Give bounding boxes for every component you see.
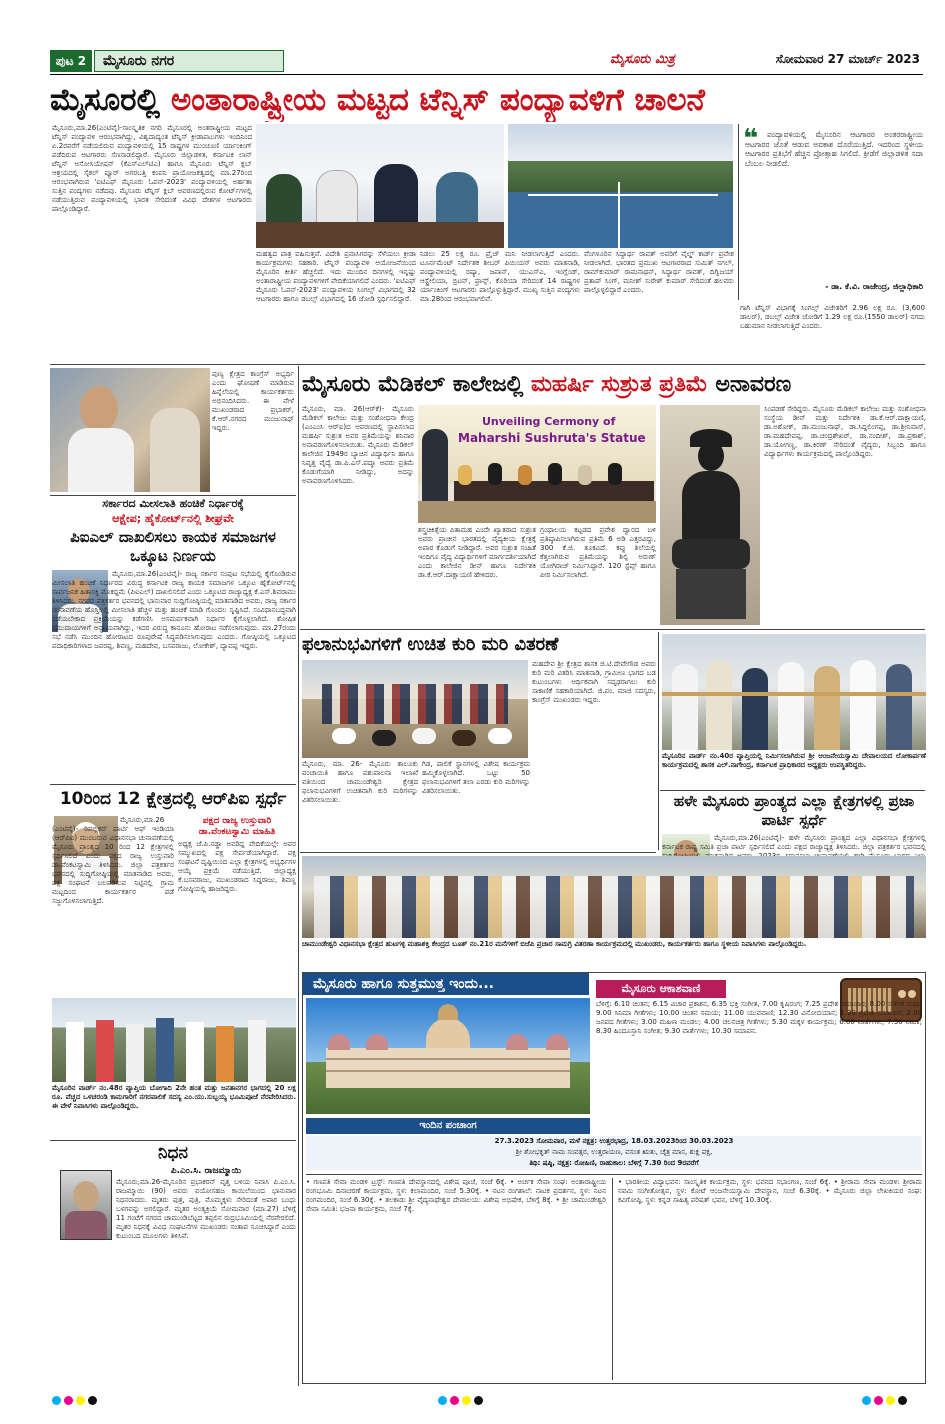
sushruta-col-4: ಸಿಂಪಡಣೆ ಸೇರಿದ್ದರು. ಮೈಸೂರು ಮೆಡಿಕಲ್ ಕಾಲೇಜು ಮತ್ತು ಸಂಶೋಧನಾ ಸಂಸ್ಥೆಯ ಡೀನ್ ಮತ್ತು ನಿರ್ದೇಶಕಿ ಡಾ.ಕೆ.ಆರ್.ದಾಕ್ಷಾಯಣಿ, ಡಾ.ಅಶೋಕ್, ಡಾ.ಮಂಜುನಾಥ್, ಡಾ.ಸಿದ್ದಲಿಂಗಪ್ಪ, ಡಾ.ಶ್ರೀನಿವಾಸ್, ಡಾ.ಮಹದೇವಪ್ಪ, ಡಾ.ಚಂದ್ರಶೇಖರ್, ಡಾ.ನಂದೀಶ್, ಡಾ.ಪ್ರಕಾಶ್, ಡಾ.ಯೋಗಣ್ಣ, ಡಾ.ಕಿರಣ್ ಸೇರಿದಂತೆ ವೈದ್ಯರು, ಸಿಬ್ಬಂದಿ ಹಾಗೂ ವಿದ್ಯಾರ್ಥಿಗಳು ಕಾರ್ಯಕ್ರಮದಲ್ಲಿ ಪಾಲ್ಗೊಂಡಿದ್ದರು. bbox=[764, 405, 926, 458]
rule bbox=[50, 364, 925, 365]
paper-name: ಮೈಸೂರು ಮಿತ್ರ bbox=[610, 52, 675, 67]
sushruta-headline-b: ಮಹರ್ಷಿ ಸುಶ್ರುತ ಪ್ರತಿಮೆ bbox=[530, 372, 708, 397]
tennis-headline-b: ಅಂತಾರಾಷ್ಟ್ರೀಯ ಮಟ್ಟದ ಟೆನ್ನಿಸ್ ಪಂದ್ಯಾವಳಿಗೆ ಚಾಲನೆ bbox=[170, 82, 706, 118]
rule bbox=[50, 784, 296, 785]
caption-inauguration: ಮೈಸೂರಿನ ವಾರ್ಡ್ ನಂ.40ರ ವ್ಯಾಪ್ತಿಯಲ್ಲಿ ನಿರ್ಮಿಸಲಾಗಿರುವ ಶ್ರೀ ಆಂಜನೇಯಸ್ವಾಮಿ ದೇವಾಲಯದ ಲೋಕಾರ್ಪಣೆ ಕಾರ್ಯಕ್ರಮದಲ್ಲಿ ಶಾಸಕ ಎಲ್.ನಾಗೇಂದ್ರ, ಕರ್ನಾಟಕ ಪ್ರಾಧಿಕಾರದ ಅಧ್ಯಕ್ಷರು ಉಪಸ್ಥಿತರಿದ್ದರು. bbox=[662, 752, 926, 769]
registration-dot bbox=[874, 1396, 883, 1405]
obituary-photo bbox=[60, 1170, 112, 1240]
caption-group: ಚಾಮುಂಡೇಶ್ವರಿ ವಿಧಾನಸಭಾ ಕ್ಷೇತ್ರದ ಹುಟಗಳ್ಳಿ ಮಹಾಶಕ್ತಿ ಕೇಂದ್ರದ ಬೂತ್ ನಂ.21ರ ಮನೆಗಳಿಗೆ ಬಿಜೆಪಿ ಪ್ರಚಾರ ಸಾಮಗ್ರಿ ವಿತರಣಾ ಕಾರ್ಯಕ್ರಮದಲ್ಲಿ ಮುಖಂಡರು, ಕಾರ್ಯಕರ್ತರು ಹಾಗೂ ಸ್ಥಳೀಯ ನಿವಾಸಿಗಳು ಪಾಲ್ಗೊಂಡಿದ್ದರು. bbox=[302, 940, 807, 948]
tennis-col-4: ವೆಂಗಳೂರಿನ ಸಿದ್ಧಾರ್ಥ ರಾವತ್ ಅವರಿಗೆ ವೈಲ್ಡ್ ಕಾರ್ಡ್ ಪ್ರವೇಶ ನೀಡಲಾಗಿದೆ. ಭಾರತದ ಪ್ರಮುಖ ಆಟಗಾರರಾದ ಸುಮಿತ್ ನಗಲ್, ರಾಮ್‌ಕುಮಾರ್ ರಾಮನಾಥನ್, ಸಿದ್ಧಾರ್ಥ ರಾವತ್, ದಿಗ್ವಿಜಯ್ ಪ್ರತಾಪ್ ಸಿಂಗ್, ಮನೀಶ್ ಸುರೇಶ್ ಕುಮಾರ್ ಸೇರಿದಂತೆ ಹಲವರು ಪಾಲ್ಗೊಳ್ಳಲಿದ್ದಾರೆ ಎಂದರು. bbox=[584, 250, 734, 294]
fruit-col-2: ಗಿಡ, ಪಾಲಿಕೆ ಸ್ಥಾನಗಳಲ್ಲಿ ವಿಶೇಷ ಕಾರ್ಯಕ್ರಮ ಹಮ್ಮಿಕೊಳ್ಳಲಾಗಿದೆ. ಒಟ್ಟು 50 ಫಲಾನುಭವಿಗಳಿಗೆ ತಲಾ ಎರಡು ಕುರಿ ಮರಿಗಳನ್ನು ವಿತರಿಸಲಾಯಿತು. bbox=[422, 760, 530, 795]
sushruta-col-1: ಮೈಸೂರು, ಮಾ. 26(ಆರ್‌ಕೆ)- ಮೈಸೂರು ಮೆಡಿಕಲ್ ಕಾಲೇಜು ಮತ್ತು ಸಂಶೋಧನಾ ಕೇಂದ್ರ (ಎಂಎಂಸಿ ಆರ್‌ಐ)ದ ಆವರಣದಲ್ಲಿ ಸ್ಥಾಪಿಸಲಾದ ಮಹರ್ಷಿ ಸುಶ್ರುತ ಅವರ ಪ್ರತಿಮೆಯನ್ನು ಶನಿವಾರ ಅನಾವರಣಗೊಳಿಸಲಾಯಿತು. ಮೈಸೂರು ಮೆಡಿಕಲ್ ಕಾಲೇಜಿನ 1949ರ ಬ್ಯಾಚಿನ ವಿದ್ಯಾರ್ಥಿನಿ ಹಾಗೂ ನಿವೃತ್ತ ವೈದ್ಯೆ ಡಾ.ಪಿ.ಎಸ್.ಪದ್ಮಾ ಅವರು ಪ್ರತಿಮೆ ಕೊಡುಗೆಯಾಗಿ ನೀಡಿದ್ದು, ಅದನ್ನು ಅನಾವರಣಗೊಳಿಸಿದರು. bbox=[302, 405, 414, 485]
tennis-quote-by: - ಡಾ. ಕೆ.ವಿ. ರಾಜೇಂದ್ರ, ಜಿಲ್ಲಾಧಿಕಾರಿ bbox=[825, 282, 923, 291]
tennis-quote: ಪಂದ್ಯಾವಳಿಯಲ್ಲಿ ಮೈಸೂರಿನ ಆಟಗಾರರ ಅಂತರರಾಷ್ಟ್ರೀಯ ಆಟಗಾರರ ಜೊತೆ ಆಡುವ ಅವಕಾಶ ದೊರೆಯುತ್ತಿದೆ. ಇದರಿಂದ ಸ್ಥಳೀಯ ಆಟಗಾರರ ಪ್ರತಿಭೆಗೆ ಹೆಚ್ಚಿನ ಪ್ರೋತ್ಸಾಹ ಸಿಗಲಿದೆ. ಕ್ರೀಡೆಗೆ ಜಿಲ್ಲಾಡಳಿತ ಸದಾ ಬೆಂಬಲ ನೀಡಲಿದೆ. bbox=[745, 130, 923, 168]
rule bbox=[300, 629, 925, 630]
registration-dot bbox=[450, 1396, 459, 1405]
registration-dot bbox=[898, 1396, 907, 1405]
tennis-tail: ಗಾಗಿ ಟೆನ್ನಿಸ್ ವಿಭಾಗಕ್ಕೆ ಸಿಂಗಲ್ಸ್ ವಿಜೇತರಿಗೆ 2.96 ಲಕ್ಷ ರೂ. (3,600 ಡಾಲರ್), ಡಬಲ್ಸ್ ವಿಜೇತ ಜೋಡಿಗೆ 1.29 ಲಕ್ಷ ರೂ.(1550 ಡಾಲರ್) ನಗದು ಬಹುಮಾನ ನೀಡಲಾಗುತ್ತಿದೆ ಎಂದರು. bbox=[740, 304, 925, 330]
banner-line-1: Unveiling Cermony of bbox=[482, 415, 616, 428]
rule bbox=[50, 1140, 296, 1141]
praja-body: ಮೈಸೂರು,ಮಾ.26(ಎಂಟಿವೈ)- ಹಳೇ ಮೈಸೂರು ಪ್ರಾಂತ್ಯದ ಎಲ್ಲಾ ವಿಧಾನಸಭಾ ಕ್ಷೇತ್ರಗಳಲ್ಲಿ ಕರ್ನಾಟಕ ರಾಷ್ಟ್ರ ಸಮಿತಿ ಪ್ರಜಾ ಪಾರ್ಟಿ ಸ್ಪರ್ಧಿಸಲಿದೆ ಎಂದು ಪಕ್ಷದ ರಾಜ್ಯಾಧ್ಯಕ್ಷ ತಿಳಿಸಿದರು. ಜಿಲ್ಲಾ ಪತ್ರಕರ್ತರ ಭವನದಲ್ಲಿ bbox=[662, 834, 926, 851]
rpi-subhead: ಪಕ್ಷದ ರಾಜ್ಯ ಉಸ್ತುವಾರಿ ಡಾ.ವೆಂಕಟಸ್ವಾಮಿ ಮಾಹಿತಿ bbox=[198, 816, 276, 837]
obituary-title: ನಿಧನ bbox=[158, 1143, 188, 1163]
group-photo bbox=[302, 856, 926, 938]
sushruta-col-2: ಶಸ್ತ್ರಚಿಕಿತ್ಸೆಯ ಪಿತಾಮಹ ಎಂದೇ ಖ್ಯಾತರಾದ ಸುಶ್ರುತ ಅವರು ಪ್ರಾಚೀನ ಭಾರತದಲ್ಲಿ ವೈದ್ಯಕೀಯ ಕ್ಷೇತ್ರಕ್ಕೆ ಅಪಾರ ಕೊಡುಗೆ ನೀಡಿದ್ದಾರೆ. ಅವರ ಸುಶ್ರುತ ಸಂಹಿತೆ ಇಂದಿಗೂ ವೈದ್ಯ ವಿದ್ಯಾರ್ಥಿಗಳಿಗೆ ಮಾರ್ಗದರ್ಶಿಯಾಗಿದೆ ಎಂದು ಕಾಲೇಜಿನ ಡೀನ್ ಹಾಗೂ ನಿರ್ದೇಶಕಿ ಡಾ.ಕೆ.ಆರ್.ದಾಕ್ಷಾಯಣಿ ಹೇಳಿದರು. bbox=[418, 526, 536, 579]
caption-congress: ಪುಣ್ಯ ಕ್ಷೇತ್ರದ ಕಾಂಗ್ರೆಸ್ ಅಭ್ಯರ್ಥಿ ಎಂದು ಘೋಷಣೆ ಮಾಡಿರುವ ಹಿನ್ನೆಲೆಯಲ್ಲಿ ಕಾರ್ಯಕರ್ತರು ಅಭಿನಂದಿಸಿದರು. ಈ ವೇಳೆ ಮುಖಂಡರಾದ ಪ್ರಭಾಕರ್, ಕೆ.ಆರ್.ನಗರದ ಮಂಜುನಾಥ್ ಇದ್ದರು. bbox=[212, 370, 294, 432]
panchanga-line-1: 27.3.2023 ಸೋಮವಾರ, ಮಳೆ ನಕ್ಷತ್ರ: ಉತ್ತರಭಾದ್ರ, 18.03.2023ರಿಂದ 30.03.2023 bbox=[494, 1137, 734, 1145]
banner-line-2: Maharshi Sushruta's Statue bbox=[458, 431, 646, 445]
sushruta-col-3: ಗ್ರಂಥಾಲಯ ಕಟ್ಟಡದ ಪ್ರವೇಶ ದ್ವಾರದ ಬಳಿ ಪ್ರತಿಷ್ಠಾಪಿಸಲಾಗಿರುವ ಪ್ರತಿಮೆ 6 ಅಡಿ ಎತ್ತರವಿದ್ದು, 300 ಕೆ.ಜಿ. ತೂಕವಿದೆ. ಕಪ್ಪು ಶಿಲೆಯಲ್ಲಿ ಕೆತ್ತಲಾಗಿರುವ ಪ್ರತಿಮೆಯನ್ನು ಶಿಲ್ಪಿ ಅರುಣ್ ಯೋಗಿರಾಜ್ ನಿರ್ಮಿಸಿದ್ದಾರೆ. 120 ಸ್ಟೆಪ್ಸ್ ಹಾಗೂ ಪೀಠ ನಿರ್ಮಿಸಲಾಗಿದೆ. bbox=[540, 526, 656, 579]
column-rule bbox=[612, 1178, 613, 1380]
tennis-headline-a: ಮೈಸೂರಲ್ಲಿ bbox=[50, 82, 161, 118]
page-badge: ಪುಟ 2 bbox=[50, 50, 92, 72]
reservation-headline: ಪಿಐಎಲ್ ದಾಖಲಿಸಲು ಕಾಯಕ ಸಮಾಜಗಳ ಒಕ್ಕೂಟ ನಿರ್ಣಯ bbox=[70, 528, 276, 565]
sushruta-banner-photo bbox=[418, 405, 656, 523]
registration-dot bbox=[64, 1396, 73, 1405]
rule bbox=[50, 495, 296, 496]
caption-ward: ಮೈಸೂರಿನ ವಾರ್ಡ್ ನಂ.48ರ ವ್ಯಾಪ್ತಿಯ ಬೋಗಾದಿ 2ನೇ ಹಂತ ಮತ್ತು ಜನತಾನಗರ ಭಾಗದಲ್ಲಿ 20 ಲಕ್ಷ ರೂ. ವೆಚ್ಚದ ಒಳಚರಂಡಿ ಕಾಮಗಾರಿಗೆ ನಗರಪಾಲಿಕೆ ಸದಸ್ಯ ಎಂ.ಯು.ಸುಬ್ಬಯ್ಯ ಭೂಮಿಪೂಜೆ ನೆರವೇರಿಸಿದರು. ಈ ವೇಳೆ ನಿವಾಸಿಗಳು ಪಾಲ್ಗೊಂಡಿದ್ದರು. bbox=[52, 1084, 296, 1110]
obituary-body: ಮೈಸೂರು,ಮಾ.26-ಮೈಸೂರಿನ ಪ್ರಭಾಕರನ್ ವೃತ್ತ ಬಳಿಯ ನಿವಾಸಿ ಪಿ.ಎಂ.ಸಿ. ರಾಜಮ್ಮಾಯಿ (90) ಅವರು ವಯೋಸಹಜ ಕಾಯಿಲೆಯಿಂದ ಭಾನುವಾರ ನಿಧನರಾದರು. ಮೃತರು ಪುತ್ರ, ಪುತ್ರಿ, ಮೊಮ್ಮಕ್ಕಳು ಸೇರಿದಂತೆ ಅಪಾರ ಬಂಧು ಬಳಗವನ್ನು ಅಗಲಿದ್ದಾರೆ. ಮೃತರ ಅಂತ್ಯಕ್ರಿಯೆ ಸೋಮವಾರ (ಮಾ.27) ಬೆಳಿಗ್ಗೆ 11 ಗಂಟೆಗೆ ನಗರದ ಚಾಮುಂಡಿಬೆಟ್ಟದ ತಪ್ಪಲಿನ ರುದ್ರಭೂಮಿಯಲ್ಲಿ ನೆರವೇರಲಿದೆ. ಮೃತರ ನಿಧನಕ್ಕೆ ವಿವಿಧ ಸಂಘಟನೆಗಳ ಮುಖಂಡರು ಸಂತಾಪ ಸೂಚಿಸಿದ್ದಾರೆ ಎಂದು ಕುಟುಂಬದ ಮೂಲಗಳು ತಿಳಿಸಿವೆ. bbox=[116, 1178, 296, 1240]
today-title: ಮೈಸೂರು ಹಾಗೂ ಸುತ್ತಮುತ್ತ ಇಂದು... bbox=[303, 973, 589, 995]
registration-dot bbox=[886, 1396, 895, 1405]
panchanga-line-2: ಶ್ರೀ ಶೋಭಕೃತ್ ನಾಮ ಸಂವತ್ಸರ, ಉತ್ತರಾಯಣ, ವಸಂತ ಋತು, ಚೈತ್ರ ಮಾಸ, ಶುಕ್ಲ ಪಕ್ಷ, bbox=[515, 1148, 713, 1156]
sushruta-headline-c: ಅನಾವರಣ bbox=[715, 372, 792, 397]
quote-mark-icon: ❝ bbox=[743, 124, 759, 154]
rpi-col-1: ಮೈಸೂರು,ಮಾ.26 (ಎಂಟಿವೈ)- ರಿಪಬ್ಲಿಕನ್ ಪಾರ್ಟಿ ಆಫ್ ಇಂಡಿಯಾ (ಆರ್‌ಪಿಐ) ಮುಂಬರುವ ವಿಧಾನಸಭಾ ಚುನಾವಣೆಯಲ್ಲಿ ಮೈಸೂರು ಪ್ರಾಂತ್ಯದ 10 ರಿಂದ 12 ಕ್ಷೇತ್ರಗಳಲ್ಲಿ ಸ್ಪರ್ಧಿಸಲಿದೆ ಎಂದು ಪಕ್ಷದ ರಾಜ್ಯ ಉಸ್ತುವಾರಿ ಡಾ.ವೆಂಕಟಸ್ವಾಮಿ ತಿಳಿಸಿದರು. ಜಿಲ್ಲಾ ಪತ್ರಕರ್ತರ ಭವನದಲ್ಲಿ ಸುದ್ದಿಗೋಷ್ಠಿಯಲ್ಲಿ ಮಾತನಾಡಿದ ಅವರು, ಪಕ್ಷ ಸಂಘಟನೆ ಬಲಪಡಿಸುವ ನಿಟ್ಟಿನಲ್ಲಿ ಗ್ರಾಮ ಮಟ್ಟದಿಂದ ಕಾರ್ಯಕರ್ತರ ಪಡೆ ಸಜ್ಜುಗೊಳಿಸಲಾಗುತ್ತಿದೆ. bbox=[52, 816, 174, 905]
ward-photo bbox=[52, 998, 296, 1082]
header-rule bbox=[50, 74, 923, 75]
congress-photo bbox=[50, 368, 210, 492]
registration-dot bbox=[474, 1396, 483, 1405]
rule bbox=[660, 790, 925, 791]
sheep-photo bbox=[302, 660, 528, 758]
reservation-kicker: ಸರ್ಕಾರದ ಮೀಸಲಾತಿ ಹಂಚಿಕೆ ನಿರ್ಧಾರಕ್ಕೆ bbox=[102, 497, 244, 510]
registration-dot bbox=[438, 1396, 447, 1405]
registration-dot bbox=[52, 1396, 61, 1405]
column-rule bbox=[658, 632, 659, 850]
sushruta-statue-photo bbox=[660, 405, 760, 625]
tennis-col-1: ಮೈಸೂರು,ಮಾ.26(ಎಂಟಿವೈ)-ಸಾಂಸ್ಕೃತಿಕ ನಗರಿ ಮೈಸೂರಲ್ಲಿ ಅಂತರಾಷ್ಟ್ರೀಯ ಮಟ್ಟದ ಟೆನ್ನಿಸ್ ಪಂದ್ಯಾವಳಿ ಆರಂಭವಾಗಿದ್ದು, ವಿಶ್ವದಾದ್ಯಂತ ಟೆನ್ನಿಸ್ ಕ್ರೀಡಾಪಟುಗಳು ಇಂದಿನಿಂದ ಏ.2ರವರೆಗೆ ನಡೆಯಲಿರುವ ಪಂದ್ಯಾವಳಿಯಲ್ಲಿ 15 ರಾಷ್ಟ್ರಗಳ ಮುಂಚೂಣಿ ರ್ಯಾಂಕಿಂಗ್ ಪಡೆದಿರುವ ಆಟಗಾರರು ಸೆಣಸಾಡಲಿದ್ದಾರೆ. ಮೈಸೂರು ಜಿಲ್ಲಾಡಳಿತ, ಕರ್ನಾಟಕ ಲಾನ್ ಟೆನ್ನಿಸ್ ಅಸೋಸಿಯೇಷನ್ (ಕೆಎಸ್‌ಎಲ್‌ಟಿಎ) ಹಾಗೂ ಮೈಸೂರು ಟೆನ್ನಿಸ್ ಕ್ಲಬ್ ಆಶ್ರಯದಲ್ಲಿ ಸೈಕಲ್ ಪ್ಯೂರ್ ಅಗರಬತ್ತಿ ಕಂಪನಿ ಪ್ರಾಯೋಜಕತ್ವದಲ್ಲಿ ಮಾ.27ರಿಂದ ಆರಂಭವಾಗಿರುವ 'ಐಟಿಎಫ್ ಮೈಸೂರು ಓಪನ್-2023' ಪಂದ್ಯಾವಳಿಯಲ್ಲಿ ಅರ್ಹತಾ ಸುತ್ತಿನ ಪಂದ್ಯಗಳು ನಡೆದವು. ಮೈಸೂರು ಟೆನ್ನಿಸ್ ಕ್ಲಬ್ ಆವರಣದಲ್ಲಿರುವ ಕೋರ್ಟ್‌ಗಳಲ್ಲಿ ನಡೆಯುತ್ತಿರುವ ಪಂದ್ಯಾವಳಿಯಲ್ಲಿ ಭಾರತ ಸೇರಿದಂತೆ ವಿವಿಧ ದೇಶಗಳ ಆಟಗಾರರು ಪಾಲ್ಗೊಂಡಿದ್ದಾರೆ. bbox=[52, 124, 252, 213]
column-rule bbox=[298, 366, 299, 1386]
sushruta-headline bbox=[302, 368, 925, 402]
section-title: ಮೈಸೂರು ನಗರ bbox=[94, 50, 284, 72]
panchanga-line-3: ತಿಥಿ: ಷಷ್ಠಿ, ನಕ್ಷತ್ರ: ರೋಹಿಣಿ, ರಾಹುಕಾಲ: ಬೆಳಿಗ್ಗೆ 7.30 ರಿಂದ 9ರವರೆಗೆ bbox=[529, 1159, 699, 1167]
tennis-quote-box bbox=[738, 124, 927, 300]
panchanga-title: ಇಂದಿನ ಪಂಚಾಂಗ bbox=[306, 1118, 590, 1134]
registration-dot bbox=[76, 1396, 85, 1405]
palace-photo bbox=[306, 998, 590, 1114]
rule bbox=[300, 852, 656, 853]
fruit-col-1: ಮೈಸೂರು, ಮಾ. 26- ಮೈಸೂರು ತಾಲೂಕು ಪಂಚಾಯಿತಿ ಹಾಗೂ ಪಶುಪಾಲನಾ ಇಲಾಖೆ ವತಿಯಿಂದ ಚಾಮುಂಡೇಶ್ವರಿ ಕ್ಷೇತ್ರದ ಫಲಾನುಭವಿಗಳಿಗೆ ಉಚಿತವಾಗಿ ಕುರಿ ಮರಿಗಳನ್ನು ವಿತರಿಸಲಾಯಿತು. bbox=[302, 760, 418, 804]
tennis-headline bbox=[50, 78, 925, 122]
inauguration-photo bbox=[662, 634, 926, 750]
praja-headline: ಹಳೇ ಮೈಸೂರು ಪ್ರಾಂತ್ಯದ ಎಲ್ಲಾ ಕ್ಷೇತ್ರಗಳಲ್ಲಿ ಪ್ರಜಾ ಪಾರ್ಟಿ ಸ್ಪರ್ಧೆ bbox=[673, 792, 915, 829]
rule bbox=[306, 1174, 922, 1175]
akashavani-title: ಮೈಸೂರು ಆಕಾಶವಾಣಿ bbox=[596, 980, 726, 998]
rpi-headline: 10ರಿಂದ 12 ಕ್ಷೇತ್ರದಲ್ಲಿ ಆರ್‌ಪಿಐ ಸ್ಪರ್ಧೆ bbox=[59, 789, 287, 809]
tennis-court-photo bbox=[508, 124, 733, 248]
reservation-body: ಮೈಸೂರು,ಮಾ.26(ಎಂಟಿವೈ)- ರಾಜ್ಯ ಸರ್ಕಾರ ಸಂಪುಟ ಸಭೆಯಲ್ಲಿ ಕೈಗೊಂಡಿರುವ ಮೀಸಲಾತಿ ಹಂಚಿಕೆ ನಿರ್ಧಾರದ ವಿರುದ್ಧ ಕರ್ನಾಟಕ ರಾಜ್ಯ ಕಾಯಕ ಸಮಾಜಗಳ ಒಕ್ಕೂಟ ಹೈಕೋರ್ಟ್‌ನಲ್ಲಿ ಸಾರ್ವಜನಿಕ ಹಿತಾಸಕ್ತಿ ಮೊಕದ್ದಮೆ (ಪಿಐಎಲ್) ದಾಖಲಿಸಲಿದೆ ಎಂದು ಒಕ್ಕೂಟದ ರಾಜ್ಯಾಧ್ಯಕ್ಷ ಕೆ.ಎಸ್.ಶಿವರಾಮು ತಿಳಿಸಿದರು. ನಗರದ ಪತ್ರಕರ್ತರ ಭವನದಲ್ಲಿ ಭಾನುವಾರ ಸುದ್ದಿಗೋಷ್ಠಿಯಲ್ಲಿ ಮಾತನಾಡಿದ ಅವರು, ರಾಜ್ಯ ಸರ್ಕಾರ ಚುನಾವಣೆಯ ಹೊಸ್ತಿಲಲ್ಲಿ ಮೀಸಲಾತಿ ಹೆಚ್ಚಳ ಮತ್ತು ಹಂಚಿಕೆ ಮಾಡಿ ಗೊಂದಲ ಸೃಷ್ಟಿಸಿದೆ. ಸಂವಿಧಾನಬದ್ಧವಾಗಿ ನಡೆಯಬೇಕಾದ ಪ್ರಕ್ರಿಯೆಯನ್ನು ಕಡೆಗಣಿಸಿ ಅಸಮರ್ಪಕವಾಗಿ ನಿರ್ಧಾರ ಕೈಗೊಳ್ಳಲಾಗಿದೆ. ಶೋಷಿತ ಸಮುದಾಯಗಳಿಗೆ ಅನ್ಯಾಯವಾಗಿದ್ದು, ಇದರ ವಿರುದ್ಧ ಕಾನೂನು ಹೋರಾಟ ನಡೆಸಲಾಗುವುದು. ಮಾ.27ರಂದು ಸಭೆ ನಡೆಸಿ ಮುಂದಿನ ಹೋರಾಟದ ರೂಪುರೇಷೆ ಸಿದ್ಧಪಡಿಸಲಾಗುವುದು ಎಂದರು. ಗೋಷ್ಠಿಯಲ್ಲಿ ಒಕ್ಕೂಟದ ಪದಾಧಿಕಾರಿಗಳಾದ ಜವರಪ್ಪ, ಶಿವಣ್ಣ, ಮಹದೇವ, ಬಸವರಾಜು, ಲೋಕೇಶ್, ದ್ಯಾವಪ್ಪ ಇದ್ದರು. bbox=[52, 570, 296, 650]
registration-dot bbox=[462, 1396, 471, 1405]
akashavani-body: ಬೆಳಿಗ್ಗೆ: 6.10 ಚಿಂತನ; 6.15 ವಿಚಾರ ಪ್ರಕಾಶನ, 6.35 ಭಕ್ತಿ ಸಂಗೀತ, 7.00 ಕೃಷಿರಂಗ; 7.25 ಪ್ರದೇಶ ಸಮಾಚಾರ; 8.00 ಸಂಗೀತ ಸುಧಾ; 9.00 ಸಿನಿಮಾ ಗೀತೆಗಳು; 10.00 ಚಿಂತನ ಸಮಯ; 11.00 ಯುವವಾಣಿ; 12.30 ವಿನೋದಯಾನ; 1.20 ಪ್ರದೇಶ ಸಮಾಚಾರ; 2.00 ಜನಪದ ಗೀತೆಗಳು; 3.00 ಮಹಿಳಾ ಮಂಡಲ; 4.00 ಚಲನಚಿತ್ರ ಗೀತೆಗಳು; 5.30 ಮಕ್ಕಳ ಕಾರ್ಯಕ್ರಮ; 6.00 ವಾರ್ತೆಗಳು; 7.30 ನಾಟಕ; 8.30 ಹಿಂದೂಸ್ತಾನಿ ಸಂಗೀತ; 9.30 ವಾರ್ತೆಗಳು; 10.30 ಸಮಾಪನ. bbox=[596, 1000, 922, 1035]
tennis-col-3: ನಿಡಲು 25 ಲಕ್ಷ ರೂ. ಪ್ರೈಜ್ ಮನಿ ನೀಡಲಾಗುತ್ತಿದೆ ಎಂದರು. ಟೂರ್ನಮೆಂಟ್ ನಿರ್ದೇಶಕ ಶೀಬರ್ ಪಿಯಿಯನ್ ಅವರು ಮಾತನಾಡಿ, ಪಂದ್ಯಾವಳಿಯಲ್ಲಿ ರಷ್ಯಾ, ಜಪಾನ್, ಯುಎಸ್‌ಎ, ಇಂಗ್ಲೆಂಡ್, ಆಸ್ಟ್ರೇಲಿಯಾ, ಬ್ರಿಟನ್, ಫ್ರಾನ್ಸ್, ಕೊರಿಯಾ ಸೇರಿದಂತೆ 14 ರಾಷ್ಟ್ರಗಳ ರ್ಯಾಂಕಿಂಗ್ ಆಟಗಾರರು ಪಾಲ್ಗೊಳ್ಳುತ್ತಿದ್ದಾರೆ. ಮುಖ್ಯ ಸುತ್ತಿನ ಪಂದ್ಯಗಳು ಮಾ.28ರಿಂದ ಆರಂಭವಾಗಲಿವೆ. bbox=[420, 250, 580, 303]
sushruta-headline-a: ಮೈಸೂರು ಮೆಡಿಕಲ್ ಕಾಲೇಜಲ್ಲಿ bbox=[302, 372, 524, 397]
obituary-name: ಪಿ.ಎಂ.ಸಿ. ರಾಜಮ್ಮಾಯಿ bbox=[170, 1166, 242, 1176]
registration-dot bbox=[88, 1396, 97, 1405]
reservation-kicker-2: ಆಕ್ಷೇಪ; ಹೈಕೋರ್ಟ್‌ನಲ್ಲಿ ಶೀಘ್ರವೇ bbox=[112, 512, 234, 525]
page-date: ಸೋಮವಾರ 27 ಮಾರ್ಚ್ 2023 bbox=[775, 52, 920, 66]
registration-dot bbox=[862, 1396, 871, 1405]
rpi-col-2: ಅಧ್ಯಕ್ಷ ಜೆ.ಪಿ.ನಡ್ಡಾ ಅವರಿದ್ದ ವೇದಿಕೆಯಲ್ಲೇ ಅವರ ಸಮ್ಮುಖದಲ್ಲಿ ಪಕ್ಷ ಸೇರ್ಪಡೆಯಾಗಿದ್ದಾರೆ. ಪಕ್ಷ ಸಂಘಟನೆ ದೃಷ್ಟಿಯಿಂದ ಎಲ್ಲಾ ಕ್ಷೇತ್ರಗಳಲ್ಲಿ ಅಭ್ಯರ್ಥಿಗಳ ಆಯ್ಕೆ ಪ್ರಕ್ರಿಯೆ ನಡೆಯುತ್ತಿದೆ. ಜಿಲ್ಲಾಧ್ಯಕ್ಷ ಕೆ.ಬಸವರಾಜು, ಮುಖಂಡರಾದ ಸಿದ್ದರಾಜು, ಶಿವಣ್ಣ ಗೋಷ್ಠಿಯಲ್ಲಿ ಹಾಜರಿದ್ದರು. bbox=[178, 840, 296, 893]
panchanga-box bbox=[306, 1136, 922, 1170]
tennis-press-photo bbox=[256, 124, 504, 248]
fruit-col-3: ಮಹದೇವ ಶ್ರೀ ಕ್ಷೇತ್ರದ ಶಾಸಕ ಜಿ.ಟಿ.ದೇವೇಗೌಡ ಅವರು ಕುರಿ ಮರಿ ವಿತರಿಸಿ ಮಾತನಾಡಿ, ಗ್ರಾಮೀಣ ಭಾಗದ ಬಡ ಕುಟುಂಬಗಳು ಆರ್ಥಿಕವಾಗಿ ಸದೃಢರಾಗಲು ಕುರಿ ಸಾಕಾಣಿಕೆ ಸಹಕಾರಿಯಾಗಿದೆ. ಜಿ.ಪಂ. ಮಾಜಿ ಸದಸ್ಯರು, ಕಾಂಗ್ರೆಸ್ ಮುಖಂಡರು ಇದ್ದರು. bbox=[532, 660, 656, 704]
events-right: • ಭಾರತೀಯ ವಿದ್ಯಾಭವನ: ಸಾಂಸ್ಕೃತಿಕ ಕಾರ್ಯಕ್ರಮ, ಸ್ಥಳ: ಭವನದ ಸಭಾಂಗಣ, ಸಂಜೆ 6ಕ್ಕೆ. • ಶ್ರೀರಾಮ ಸೇವಾ ಮಂಡಳಿ: ಶ್ರೀರಾಮ ನವಮಿ ಸಂಗೀತೋತ್ಸವ, ಸ್ಥಳ: ಕೋಟೆ ಆಂಜನೇಯಸ್ವಾಮಿ ದೇವಸ್ಥಾನ, ಸಂಜೆ 6.30ಕ್ಕೆ. • ಮೈಸೂರು ಜಿಲ್ಲಾ ಲೇಖಕಿಯರ ಸಂಘ: ಕವಿಗೋಷ್ಠಿ, ಸ್ಥಳ: ಕನ್ನಡ ಸಾಹಿತ್ಯ ಪರಿಷತ್ ಭವನ, ಬೆಳಿಗ್ಗೆ 10.30ಕ್ಕೆ. bbox=[618, 1178, 922, 1204]
fruit-headline: ಫಲಾನುಭವಿಗಳಿಗೆ ಉಚಿತ ಕುರಿ ಮರಿ ವಿತರಣೆ bbox=[302, 634, 559, 655]
events-left: • ಗಣಪತಿ ಸೇವಾ ಮಂಡಳಿ ಟ್ರಸ್ಟ್: ಗಣಪತಿ ದೇವಸ್ಥಾನದಲ್ಲಿ ವಿಶೇಷ ಪೂಜೆ, ಸಂಜೆ 6ಕ್ಕೆ. • ಅರ್ಚಕ ಸೇವಾ ಸಂಘ: ಅಂತಾರಾಷ್ಟ್ರೀಯ ರಂಗಭೂಮಿ ದಿನಾಚರಣೆ ಕಾರ್ಯಕ್ರಮ, ಸ್ಥಳ: ಕಲಾಮಂದಿರ, ಸಂಜೆ 5.30ಕ್ಕೆ. • ನಟನ ರಂಗಶಾಲೆ: ನಾಟಕ ಪ್ರದರ್ಶನ, ಸ್ಥಳ: ನಟನ ರಂಗಮಂದಿರ, ಸಂಜೆ 6.30ಕ್ಕೆ. • ತಲಕಾಡು ಶ್ರೀ ವೈದ್ಯನಾಥೇಶ್ವರ ದೇವಾಲಯ: ವಿಶೇಷ ಅಭಿಷೇಕ, ಬೆಳಿಗ್ಗೆ 8ಕ್ಕೆ. • ಶ್ರೀ ಚಾಮುಂಡೇಶ್ವರಿ ಸೇವಾ ಸಮಿತಿ: ಭಜನಾ ಕಾರ್ಯಕ್ರಮ, ಸಂಜೆ 7ಕ್ಕೆ. bbox=[306, 1178, 606, 1213]
tennis-col-2: ಮಹತ್ವದ ಪಾತ್ರ ವಹಿಸುತ್ತವೆ. ವಿದೇಶಿ ಪ್ರವಾಸಿಗರನ್ನು ಸೆಳೆಯಲು ಕ್ರೀಡಾ ಕಾರ್ಯಕ್ರಮಗಳು ಸಹಕಾರಿ. ಟೆನ್ನಿಸ್ ಪಂದ್ಯಾವಳಿ ಆಯೋಜನೆಯಿಂದ ಮೈಸೂರಿನ ಕೀರ್ತಿ ಹೆಚ್ಚಲಿದೆ. ಇದು ಮುಂದಿನ ದಿನಗಳಲ್ಲಿ ಇನ್ನಷ್ಟು ಅಂತಾರಾಷ್ಟ್ರೀಯ ಪಂದ್ಯಾವಳಿಗಳಿಗೆ ವೇದಿಕೆಯಾಗಲಿದೆ ಎಂದರು. 'ಐಟಿಎಫ್ ಮೈಸೂರು ಓಪನ್-2023' ಪಂದ್ಯಾವಳಿಯ ಸಿಂಗಲ್ಸ್ ವಿಭಾಗದಲ್ಲಿ 32 ಆಟಗಾರರು ಹಾಗೂ ಡಬಲ್ಸ್ ವಿಭಾಗದಲ್ಲಿ 16 ಜೋಡಿ ಸ್ಪರ್ಧಿಸಲಿದ್ದಾರೆ. bbox=[256, 250, 416, 303]
